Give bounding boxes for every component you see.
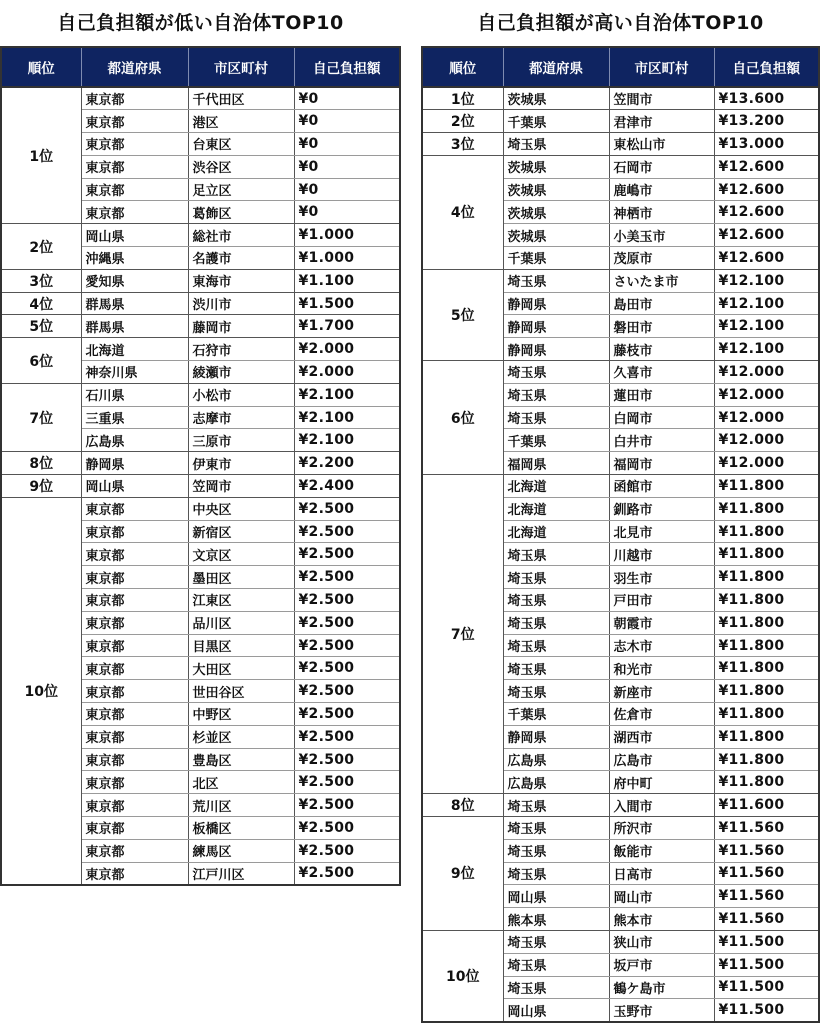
prefecture-cell: 愛知県: [81, 269, 188, 292]
prefecture-cell: 東京都: [81, 589, 188, 612]
prefecture-cell: 東京都: [81, 178, 188, 201]
table-row: [422, 133, 819, 156]
amount-cell: ¥0: [294, 155, 400, 178]
municipality-cell: 広島市: [609, 748, 714, 771]
table-row: [1, 338, 400, 361]
municipality-cell: 湖西市: [609, 725, 714, 748]
prefecture-cell: 埼玉県: [503, 269, 609, 292]
amount-cell: ¥12.000: [714, 452, 819, 475]
amount-cell: ¥11.500: [714, 976, 819, 999]
amount-cell: ¥12.600: [714, 224, 819, 247]
prefecture-cell: 広島県: [503, 748, 609, 771]
municipality-cell: 渋川市: [188, 292, 294, 315]
prefecture-cell: 広島県: [503, 771, 609, 794]
prefecture-cell: 埼玉県: [503, 953, 609, 976]
amount-cell: ¥2.100: [294, 429, 400, 452]
prefecture-cell: 東京都: [81, 703, 188, 726]
prefecture-cell: 福岡県: [503, 452, 609, 475]
municipality-cell: 小美玉市: [609, 224, 714, 247]
amount-cell: ¥11.800: [714, 680, 819, 703]
municipality-cell: 中野区: [188, 703, 294, 726]
prefecture-cell: 埼玉県: [503, 657, 609, 680]
municipality-cell: 東海市: [188, 269, 294, 292]
header-rank: 順位: [422, 47, 503, 87]
municipality-cell: 戸田市: [609, 589, 714, 612]
rank-cell: 5位: [1, 315, 81, 338]
table-row: [422, 269, 819, 292]
municipality-cell: 笠間市: [609, 87, 714, 110]
prefecture-cell: 東京都: [81, 771, 188, 794]
prefecture-cell: 埼玉県: [503, 611, 609, 634]
prefecture-cell: 埼玉県: [503, 839, 609, 862]
amount-cell: ¥11.800: [714, 520, 819, 543]
prefecture-cell: 沖縄県: [81, 247, 188, 270]
header-prefecture: 都道府県: [81, 47, 188, 87]
amount-cell: ¥1.000: [294, 247, 400, 270]
rank-cell: 1位: [422, 87, 503, 110]
municipality-cell: 新宿区: [188, 520, 294, 543]
rank-cell: 10位: [1, 497, 81, 885]
amount-cell: ¥2.500: [294, 680, 400, 703]
amount-cell: ¥11.800: [714, 703, 819, 726]
table-row: [1, 269, 400, 292]
prefecture-cell: 埼玉県: [503, 930, 609, 953]
amount-cell: ¥0: [294, 110, 400, 133]
municipality-cell: 荒川区: [188, 794, 294, 817]
prefecture-cell: 岡山県: [503, 999, 609, 1022]
municipality-cell: 藤岡市: [188, 315, 294, 338]
municipality-cell: 入間市: [609, 794, 714, 817]
prefecture-cell: 茨城県: [503, 87, 609, 110]
amount-cell: ¥11.500: [714, 953, 819, 976]
amount-cell: ¥0: [294, 178, 400, 201]
municipality-cell: 志摩市: [188, 406, 294, 429]
municipality-cell: 鶴ケ島市: [609, 976, 714, 999]
municipality-cell: 三原市: [188, 429, 294, 452]
rank-cell: 9位: [1, 475, 81, 498]
amount-cell: ¥2.500: [294, 748, 400, 771]
prefecture-cell: 静岡県: [503, 292, 609, 315]
amount-cell: ¥11.500: [714, 930, 819, 953]
header-municipality: 市区町村: [188, 47, 294, 87]
prefecture-cell: 埼玉県: [503, 133, 609, 156]
amount-cell: ¥0: [294, 133, 400, 156]
amount-cell: ¥11.800: [714, 566, 819, 589]
amount-cell: ¥12.000: [714, 383, 819, 406]
amount-cell: ¥12.100: [714, 338, 819, 361]
amount-cell: ¥11.800: [714, 725, 819, 748]
high-cost-title: 自己負担額が高い自治体TOP10: [477, 12, 764, 34]
prefecture-cell: 岡山県: [81, 475, 188, 498]
table-row: [1, 497, 400, 520]
prefecture-cell: 群馬県: [81, 292, 188, 315]
amount-cell: ¥11.560: [714, 839, 819, 862]
prefecture-cell: 東京都: [81, 87, 188, 110]
rank-cell: 5位: [422, 269, 503, 360]
municipality-cell: 蓮田市: [609, 383, 714, 406]
prefecture-cell: 岡山県: [503, 885, 609, 908]
prefecture-cell: 茨城県: [503, 155, 609, 178]
municipality-cell: 笠岡市: [188, 475, 294, 498]
rank-cell: 8位: [422, 794, 503, 817]
prefecture-cell: 埼玉県: [503, 862, 609, 885]
prefecture-cell: 埼玉県: [503, 406, 609, 429]
municipality-cell: 所沢市: [609, 817, 714, 840]
amount-cell: ¥1.700: [294, 315, 400, 338]
prefecture-cell: 埼玉県: [503, 361, 609, 384]
amount-cell: ¥11.800: [714, 657, 819, 680]
amount-cell: ¥2.500: [294, 566, 400, 589]
table-header-row: [422, 47, 819, 87]
prefecture-cell: 静岡県: [503, 725, 609, 748]
prefecture-cell: 千葉県: [503, 247, 609, 270]
rank-cell: 4位: [422, 155, 503, 269]
municipality-cell: 朝霞市: [609, 611, 714, 634]
municipality-cell: 川越市: [609, 543, 714, 566]
prefecture-cell: 神奈川県: [81, 361, 188, 384]
amount-cell: ¥2.500: [294, 771, 400, 794]
amount-cell: ¥12.100: [714, 269, 819, 292]
municipality-cell: 足立区: [188, 178, 294, 201]
municipality-cell: 坂戸市: [609, 953, 714, 976]
header-amount: 自己負担額: [714, 47, 819, 87]
prefecture-cell: 埼玉県: [503, 383, 609, 406]
prefecture-cell: 東京都: [81, 520, 188, 543]
municipality-cell: 羽生市: [609, 566, 714, 589]
municipality-cell: 狭山市: [609, 930, 714, 953]
municipality-cell: 佐倉市: [609, 703, 714, 726]
prefecture-cell: 東京都: [81, 611, 188, 634]
amount-cell: ¥11.800: [714, 611, 819, 634]
prefecture-cell: 群馬県: [81, 315, 188, 338]
municipality-cell: 豊島区: [188, 748, 294, 771]
municipality-cell: 葛飾区: [188, 201, 294, 224]
municipality-cell: 北見市: [609, 520, 714, 543]
prefecture-cell: 埼玉県: [503, 794, 609, 817]
prefecture-cell: 東京都: [81, 201, 188, 224]
low-cost-table: [0, 46, 401, 886]
rank-cell: 2位: [422, 110, 503, 133]
amount-cell: ¥2.500: [294, 657, 400, 680]
municipality-cell: 綾瀬市: [188, 361, 294, 384]
municipality-cell: 白岡市: [609, 406, 714, 429]
municipality-cell: 名護市: [188, 247, 294, 270]
table-row: [422, 155, 819, 178]
amount-cell: ¥12.100: [714, 315, 819, 338]
amount-cell: ¥2.500: [294, 794, 400, 817]
prefecture-cell: 静岡県: [81, 452, 188, 475]
amount-cell: ¥11.560: [714, 885, 819, 908]
prefecture-cell: 東京都: [81, 497, 188, 520]
table-row: [422, 817, 819, 840]
amount-cell: ¥1.500: [294, 292, 400, 315]
prefecture-cell: 東京都: [81, 566, 188, 589]
municipality-cell: 君津市: [609, 110, 714, 133]
prefecture-cell: 東京都: [81, 794, 188, 817]
municipality-cell: 板橋区: [188, 817, 294, 840]
amount-cell: ¥2.500: [294, 589, 400, 612]
header-prefecture: 都道府県: [503, 47, 609, 87]
amount-cell: ¥13.200: [714, 110, 819, 133]
low-cost-body: [1, 87, 400, 885]
amount-cell: ¥0: [294, 201, 400, 224]
amount-cell: ¥2.500: [294, 611, 400, 634]
prefecture-cell: 埼玉県: [503, 589, 609, 612]
prefecture-cell: 東京都: [81, 543, 188, 566]
amount-cell: ¥11.560: [714, 862, 819, 885]
amount-cell: ¥13.600: [714, 87, 819, 110]
high-cost-body: [422, 87, 819, 1022]
municipality-cell: 大田区: [188, 657, 294, 680]
prefecture-cell: 埼玉県: [503, 566, 609, 589]
prefecture-cell: 北海道: [503, 497, 609, 520]
amount-cell: ¥12.000: [714, 361, 819, 384]
municipality-cell: 目黒区: [188, 634, 294, 657]
prefecture-cell: 静岡県: [503, 315, 609, 338]
amount-cell: ¥11.800: [714, 634, 819, 657]
prefecture-cell: 埼玉県: [503, 634, 609, 657]
municipality-cell: 岡山市: [609, 885, 714, 908]
municipality-cell: 練馬区: [188, 839, 294, 862]
municipality-cell: 島田市: [609, 292, 714, 315]
amount-cell: ¥12.600: [714, 247, 819, 270]
table-row: [1, 224, 400, 247]
municipality-cell: 江戸川区: [188, 862, 294, 885]
high-cost-panel: [421, 0, 820, 1023]
municipality-cell: 釧路市: [609, 497, 714, 520]
amount-cell: ¥11.600: [714, 794, 819, 817]
amount-cell: ¥2.000: [294, 338, 400, 361]
table-row: [422, 110, 819, 133]
prefecture-cell: 熊本県: [503, 908, 609, 931]
amount-cell: ¥11.800: [714, 497, 819, 520]
municipality-cell: 石狩市: [188, 338, 294, 361]
prefecture-cell: 茨城県: [503, 201, 609, 224]
municipality-cell: 函館市: [609, 475, 714, 498]
table-row: [1, 87, 400, 110]
amount-cell: ¥2.200: [294, 452, 400, 475]
rank-cell: 6位: [1, 338, 81, 384]
rank-cell: 3位: [1, 269, 81, 292]
amount-cell: ¥12.000: [714, 406, 819, 429]
table-row: [1, 383, 400, 406]
municipality-cell: 新座市: [609, 680, 714, 703]
prefecture-cell: 東京都: [81, 839, 188, 862]
prefecture-cell: 東京都: [81, 155, 188, 178]
amount-cell: ¥2.500: [294, 862, 400, 885]
rank-cell: 1位: [1, 87, 81, 224]
municipality-cell: 玉野市: [609, 999, 714, 1022]
amount-cell: ¥11.800: [714, 748, 819, 771]
table-row: [422, 475, 819, 498]
amount-cell: ¥11.800: [714, 475, 819, 498]
prefecture-cell: 千葉県: [503, 703, 609, 726]
rank-cell: 4位: [1, 292, 81, 315]
amount-cell: ¥2.500: [294, 634, 400, 657]
rank-cell: 8位: [1, 452, 81, 475]
municipality-cell: 中央区: [188, 497, 294, 520]
amount-cell: ¥11.560: [714, 908, 819, 931]
municipality-cell: 伊東市: [188, 452, 294, 475]
municipality-cell: 千代田区: [188, 87, 294, 110]
prefecture-cell: 茨城県: [503, 178, 609, 201]
prefecture-cell: 千葉県: [503, 429, 609, 452]
amount-cell: ¥2.100: [294, 406, 400, 429]
rank-cell: 7位: [422, 475, 503, 794]
amount-cell: ¥2.500: [294, 817, 400, 840]
rank-cell: 2位: [1, 224, 81, 270]
prefecture-cell: 東京都: [81, 110, 188, 133]
prefecture-cell: 東京都: [81, 634, 188, 657]
municipality-cell: 白井市: [609, 429, 714, 452]
municipality-cell: 港区: [188, 110, 294, 133]
amount-cell: ¥2.500: [294, 497, 400, 520]
table-row: [422, 930, 819, 953]
header-municipality: 市区町村: [609, 47, 714, 87]
prefecture-cell: 千葉県: [503, 110, 609, 133]
municipality-cell: 磐田市: [609, 315, 714, 338]
municipality-cell: 鹿嶋市: [609, 178, 714, 201]
prefecture-cell: 東京都: [81, 133, 188, 156]
prefecture-cell: 北海道: [503, 475, 609, 498]
municipality-cell: 久喜市: [609, 361, 714, 384]
prefecture-cell: 茨城県: [503, 224, 609, 247]
amount-cell: ¥12.600: [714, 178, 819, 201]
amount-cell: ¥2.000: [294, 361, 400, 384]
amount-cell: ¥2.500: [294, 543, 400, 566]
amount-cell: ¥11.800: [714, 543, 819, 566]
rank-cell: 3位: [422, 133, 503, 156]
rank-cell: 9位: [422, 817, 503, 931]
amount-cell: ¥12.100: [714, 292, 819, 315]
amount-cell: ¥2.500: [294, 703, 400, 726]
prefecture-cell: 東京都: [81, 748, 188, 771]
municipality-cell: 茂原市: [609, 247, 714, 270]
table-header-row: [1, 47, 400, 87]
municipality-cell: 石岡市: [609, 155, 714, 178]
municipality-cell: 福岡市: [609, 452, 714, 475]
municipality-cell: 東松山市: [609, 133, 714, 156]
municipality-cell: 台東区: [188, 133, 294, 156]
municipality-cell: 飯能市: [609, 839, 714, 862]
municipality-cell: 品川区: [188, 611, 294, 634]
municipality-cell: 杉並区: [188, 725, 294, 748]
rank-cell: 10位: [422, 930, 503, 1021]
amount-cell: ¥12.600: [714, 201, 819, 224]
table-row: [1, 452, 400, 475]
amount-cell: ¥1.100: [294, 269, 400, 292]
municipality-cell: 総社市: [188, 224, 294, 247]
prefecture-cell: 東京都: [81, 862, 188, 885]
prefecture-cell: 埼玉県: [503, 680, 609, 703]
amount-cell: ¥0: [294, 87, 400, 110]
table-row: [1, 475, 400, 498]
municipality-cell: 北区: [188, 771, 294, 794]
municipality-cell: 神栖市: [609, 201, 714, 224]
municipality-cell: 日高市: [609, 862, 714, 885]
table-row: [422, 87, 819, 110]
prefecture-cell: 石川県: [81, 383, 188, 406]
prefecture-cell: 東京都: [81, 817, 188, 840]
prefecture-cell: 東京都: [81, 680, 188, 703]
amount-cell: ¥11.800: [714, 589, 819, 612]
amount-cell: ¥11.560: [714, 817, 819, 840]
prefecture-cell: 三重県: [81, 406, 188, 429]
prefecture-cell: 東京都: [81, 725, 188, 748]
municipality-cell: 江東区: [188, 589, 294, 612]
low-cost-title: 自己負担額が低い自治体TOP10: [57, 12, 344, 34]
municipality-cell: 墨田区: [188, 566, 294, 589]
header-rank: 順位: [1, 47, 81, 87]
low-cost-panel: [0, 0, 401, 886]
municipality-cell: 文京区: [188, 543, 294, 566]
amount-cell: ¥11.500: [714, 999, 819, 1022]
amount-cell: ¥13.000: [714, 133, 819, 156]
municipality-cell: さいたま市: [609, 269, 714, 292]
rank-cell: 7位: [1, 383, 81, 451]
amount-cell: ¥2.500: [294, 520, 400, 543]
prefecture-cell: 埼玉県: [503, 817, 609, 840]
amount-cell: ¥2.400: [294, 475, 400, 498]
municipality-cell: 府中町: [609, 771, 714, 794]
prefecture-cell: 東京都: [81, 657, 188, 680]
amount-cell: ¥2.500: [294, 725, 400, 748]
amount-cell: ¥2.100: [294, 383, 400, 406]
high-cost-table: [421, 46, 820, 1023]
table-row: [1, 315, 400, 338]
municipality-cell: 藤枝市: [609, 338, 714, 361]
rank-cell: 6位: [422, 361, 503, 475]
amount-cell: ¥12.000: [714, 429, 819, 452]
prefecture-cell: 埼玉県: [503, 976, 609, 999]
municipality-cell: 世田谷区: [188, 680, 294, 703]
header-amount: 自己負担額: [294, 47, 400, 87]
amount-cell: ¥12.600: [714, 155, 819, 178]
prefecture-cell: 北海道: [81, 338, 188, 361]
amount-cell: ¥11.800: [714, 771, 819, 794]
amount-cell: ¥1.000: [294, 224, 400, 247]
municipality-cell: 熊本市: [609, 908, 714, 931]
prefecture-cell: 広島県: [81, 429, 188, 452]
municipality-cell: 和光市: [609, 657, 714, 680]
table-row: [1, 292, 400, 315]
municipality-cell: 渋谷区: [188, 155, 294, 178]
table-row: [422, 361, 819, 384]
prefecture-cell: 埼玉県: [503, 543, 609, 566]
amount-cell: ¥2.500: [294, 839, 400, 862]
municipality-cell: 志木市: [609, 634, 714, 657]
prefecture-cell: 岡山県: [81, 224, 188, 247]
prefecture-cell: 北海道: [503, 520, 609, 543]
prefecture-cell: 静岡県: [503, 338, 609, 361]
table-row: [422, 794, 819, 817]
municipality-cell: 小松市: [188, 383, 294, 406]
